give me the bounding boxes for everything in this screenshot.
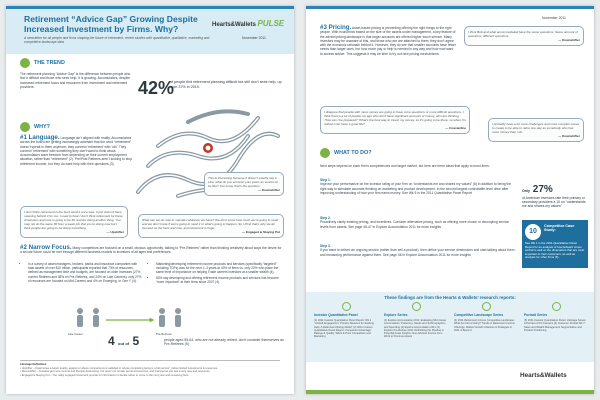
step-2 <box>320 216 516 229</box>
research-col-desc: (1) Explore Accumulation 2011: Evaluating Mid-Career Accumulators: Preferring, Needs and Technographics and Spending (2) Explore Accumulation 2011 (3) Explore Pre-Retiree 2011: Rethinking the Pipeline in Potential Asset Insights: Non-Advised Income from Work to Precious Assets <box>384 319 447 339</box>
bullet-list-left <box>24 262 144 284</box>
research-col-desc: (1) 2011 Investor Quantitative Panel Report: Wk 1 “Limited Engagement: Primary Reasons for Seeking Help: A Retirement Rating Model” (2) 2011 Investor Quantitative Panel Report: Competitor Advantage: Ratings & Quality, Talent & Price Competitive and Marketing <box>314 319 374 339</box>
footer-logo: Hearts&Wallets <box>520 372 567 379</box>
footnote-line: • Downshifter – Greatest get more income and lifestyle downsizing, but never not remain secured resources, and financial as you ask a very new and resources <box>20 370 210 373</box>
people-figures-illustration <box>66 306 196 334</box>
narrow-heading: #2 Narrow Focus. <box>20 244 72 251</box>
research-col-explore <box>384 302 448 339</box>
quote-text: I think Bob and what accommodated have the same questions. Same amount of questions, different questions. <box>468 30 578 38</box>
trend-title: THE TREND <box>34 60 65 66</box>
what-to-do-icon <box>320 148 330 158</box>
stat-4-of-5 <box>108 334 139 348</box>
stat-4-number: 4 <box>108 334 115 348</box>
stat-27 <box>522 184 553 195</box>
trend-icon <box>20 58 30 68</box>
step-1 <box>320 178 516 195</box>
stat-4-of: out of <box>118 341 130 346</box>
stat-27-text: of American investors rate their primary or secondary providers a 10 on “understands me and shares my values” <box>522 196 586 209</box>
quote-downshifter <box>204 172 284 196</box>
quote-downshifter-text: This is interesting because it doesn’t exactly say it. Like, what do you envision your years as seniors to be like? You know, that’s the question. <box>208 176 278 188</box>
research-title: These findings are from the Hearts & Wallets’ research reports: <box>384 295 516 300</box>
step-3 <box>320 244 516 257</box>
figure-label-pre-retirees: Pre-Retirees <box>156 332 172 336</box>
language-body: Language isn’t aligned with reality. Accumulators across the board are getting increasingly adamant that the word “retirement” doesn’t speak to them anymore; they connect ‘retirement’ with ‘old.’ They connect ‘retirement’ with something they don’t want to think about. Accumulators want freedom from depending on their current employment situation, rather than “retirement” (2). Pre/Post Retirees aren’t looking to stop retirement income, but they do want help with their questions (3). <box>20 136 132 166</box>
quote-upshifter <box>20 206 128 238</box>
quote-coasterline <box>320 106 470 134</box>
case-study-body: See Wk 1 in the 2011 Quantitative Panel Report for an analysis of how Edward Jones performs well on the dimensions that are most important to their customers, as well as analysis for other firms (6). <box>525 241 585 260</box>
language-section <box>20 136 132 166</box>
quote-attribution: — Downshifter <box>558 38 580 42</box>
stat-27-prefix: Only <box>522 189 530 193</box>
quote-engaged <box>138 214 284 238</box>
stat-27-number: 27% <box>532 184 553 195</box>
lede-text: A newsletter for all people and firms shaping the future of retirement, recent studies with quantitative, qualitative, marketing and competitive landscape data <box>24 36 210 45</box>
logo-text: Hearts&Wallets <box>212 22 256 28</box>
pricing-body: Asset-based pricing is preventing offering the right things to the right people. With economics based on the size of the assets under management, a key feature of the advice/pricing landscape is that larger accounts are offered higher touch service. Many investors may be unaware of this, and those who are are attached to them; they don’t agree with the economic rationale behind it. However, they do see that smaller accounts have fewer needs than larger ones, but how much pay or help is needed in any way and how now want to access advice. This suggests it may be time to try out new pricing mechanisms. <box>320 26 456 56</box>
stat-4-text: people aged 55-64, who are not already retired, don’t consider themselves as Pre-Retirees (5) <box>164 338 284 347</box>
research-col-title: Competitive Landscape Series <box>454 313 504 317</box>
research-col-title: Portrait Series <box>524 313 548 317</box>
language-heading: #1 Language. <box>20 134 60 141</box>
why-icon <box>20 122 30 132</box>
research-col-portrait <box>524 302 588 332</box>
case-study-title: Competitor Case Study: <box>544 224 575 233</box>
step-1-body: Improve your performance on the investor rating of your firm on “understands me and shares my values” (6) in addition to being the right way to stimulate accurate thinking on marketing and product development. In the second largest controllable level drive after improving understanding of how your firm earns money. See Wk 5 in the 2011 Quantitative Panel Report <box>320 182 512 195</box>
why-title: WHY? <box>34 124 50 130</box>
footnote-line: • Engaged & Staying Put – The really engaged retirement provide for information to decide rather to move in the next year and remaining here <box>20 373 189 377</box>
quote-upshifter-text: I don’t think retirement is the buzz word it once was. It just doesn’t have meaning behind it for me. I used to hear I don’t think retirement by these Americans anymore is going to be fill, and we doing another thing. You may not do the same 80 hour a week job that you’re doing now but I think people are going to be doing something. <box>24 210 123 230</box>
newsletter-page-1 <box>6 6 294 394</box>
footer-green-bar <box>306 390 594 394</box>
what-to-do-title: WHAT TO DO? <box>334 150 372 156</box>
step-2-body: Proactively clarify existing pricing, and incentives. Consider alternative pricing, such as offering more choice or decoupling service levels from assets. See page 46-47 in Explore Accumulation 2011 for more insights <box>320 220 510 229</box>
bullet-list-right <box>152 262 284 285</box>
stat-5-number: 5 <box>132 334 140 348</box>
footnote-title: Lifestage Definitions <box>20 363 47 366</box>
trend-body: The retirement planning “Advice Gap” is the difference between people who find it difficult and those who seek help. It is growing. Accumulators, despite increased retirement focus and resources from investment and retirement providers. <box>20 72 131 89</box>
brand-logo <box>212 19 284 28</box>
issue-date: November 2011 <box>242 36 266 40</box>
bullet-item: • 83% say developing and offering retirement income products and services has become “more important” at their firms since 2007 (4). <box>156 276 284 284</box>
step-1-title: Step 1. <box>320 178 331 182</box>
logo-pulse: PULSE <box>257 19 285 28</box>
chart-icon <box>342 302 351 311</box>
research-col-quant <box>314 302 378 339</box>
newsletter-page-2 <box>306 6 594 394</box>
case-study-number: 10 <box>525 224 541 240</box>
quote-engaged-text: What can we do now to maintain whatever we have? We don’t know how much we’re going to need and we don’t know if we’re going to need it or what’s going to happen. So I think that’s why we all focused on the here and now, and retirement is huge. <box>142 218 279 230</box>
quote-engaged-attribution: — Engaged & Staying Put <box>242 230 280 234</box>
stat-42-number: 42% <box>138 78 175 98</box>
bullet-item: • Marketing/developing retirement income products and services (specifically “targeted” including TDFs) was for the next 1–3 years at 40% of firms vs. only 20% who place the same level of importance on helping Trade careers investors at a smaller wealth (4). <box>156 262 284 275</box>
pricing-heading: #3 Pricing. <box>320 24 352 31</box>
quote-upshifter-attribution: — Upshifter <box>106 230 124 234</box>
what-to-do-intro: Next steps depend on each firm’s competencies and target market, but here are three ideas that apply to most firms: <box>320 164 490 168</box>
issue-date-p2: November 2011 <box>542 16 566 20</box>
research-col-title: Investor Quantitative Panel <box>314 313 358 317</box>
stat-42-text: of people find retirement planning difficult but still don’t seek help, up from 37% in 2010. <box>170 80 282 89</box>
quote-downshifter-attribution: — Downshifter <box>258 188 280 192</box>
footnote-line: • Upshifter – Determines a better quality, against or above comparisons is satisfied or whose completing being is a full service”, below limited investments & resources <box>20 366 218 370</box>
quote-text: I disagree that people with more money are going to have more questions or more difficult questions. I think there’s a lot of people my age who don’t have significant amounts of money, who are thinking, ‘How can I be prepared?’ What’s the best way to invest my money, so it’s going to be there, so when I’m retired I can have a good life? <box>324 110 466 126</box>
quote-attribution: — Coasterline <box>445 126 466 130</box>
top-accent-bar <box>306 6 594 9</box>
compass-icon <box>412 302 421 311</box>
step-3-title: Step 3. <box>320 244 331 248</box>
research-col-desc: (5) 2011 Investor Quantitative Panel: Lifestage Series: A Portrait of US Investors (6) Customer Portrait Wk 7: Sales and Wealth Management Segmentation and Product Positioning <box>524 319 587 332</box>
top-accent-bar <box>6 6 294 9</box>
lifestage-definitions <box>20 360 280 388</box>
competitor-case-study <box>522 220 588 268</box>
research-col-title: Explore Series <box>384 313 408 317</box>
headline: Retirement “Advice Gap” Growing Despite Increased Investment by Firms. Why? <box>24 14 198 34</box>
research-col-desc: (4) 2011 Retirement Income Competitive Landscape: What Are Firms Doing? Trends in Retirement Income Offerings: Market Growth Initiatives & Strategies in 2011 & Beyond <box>454 319 515 332</box>
quote-downshifter-2 <box>464 26 584 46</box>
figure-label-late-career: Late Career <box>68 332 83 336</box>
step-2-title: Step 2. <box>320 216 331 220</box>
quote-text: I probably have a lot more challenges and more complex issues to create to be able to retire one day as somebody who has more money than I do. <box>492 122 580 134</box>
portrait-icon <box>552 302 561 311</box>
quote-attribution: — Downshifter <box>558 134 580 138</box>
narrow-focus-section <box>20 246 284 255</box>
research-col-competitive <box>454 302 518 332</box>
narrow-body: Many competitors are focused on a small, obvious opportunity: talking to “Pre-Retirees” rather than thinking creatively about ways the desire for a secure future could be met through different business models to investors of all ages and preferences. <box>20 246 282 255</box>
bullet-item: • In a survey of asset managers, brokers, banks and insurance companies with total assets of over $10 trillion, participants reported that 73% of resources, defined as management time and budgets, are focused on older investors (27% current Retirees and 38% on Pre-Retirees, and 24% on Late Careers); only 27% of resources are focused on Mid-Careers and 4% on Emerging, or Gen Y (4). <box>28 262 144 283</box>
pricing-section <box>320 26 456 56</box>
quote-downshifter-3 <box>488 118 584 142</box>
magnifier-icon <box>482 302 491 311</box>
step-3-body: If you want to deliver an ongoing service (rather than sell a product), then define your service dimensions and start talking about them and measuring performance against them. See page 46 in Explore Accumulation 2011 for more insights <box>320 248 515 257</box>
